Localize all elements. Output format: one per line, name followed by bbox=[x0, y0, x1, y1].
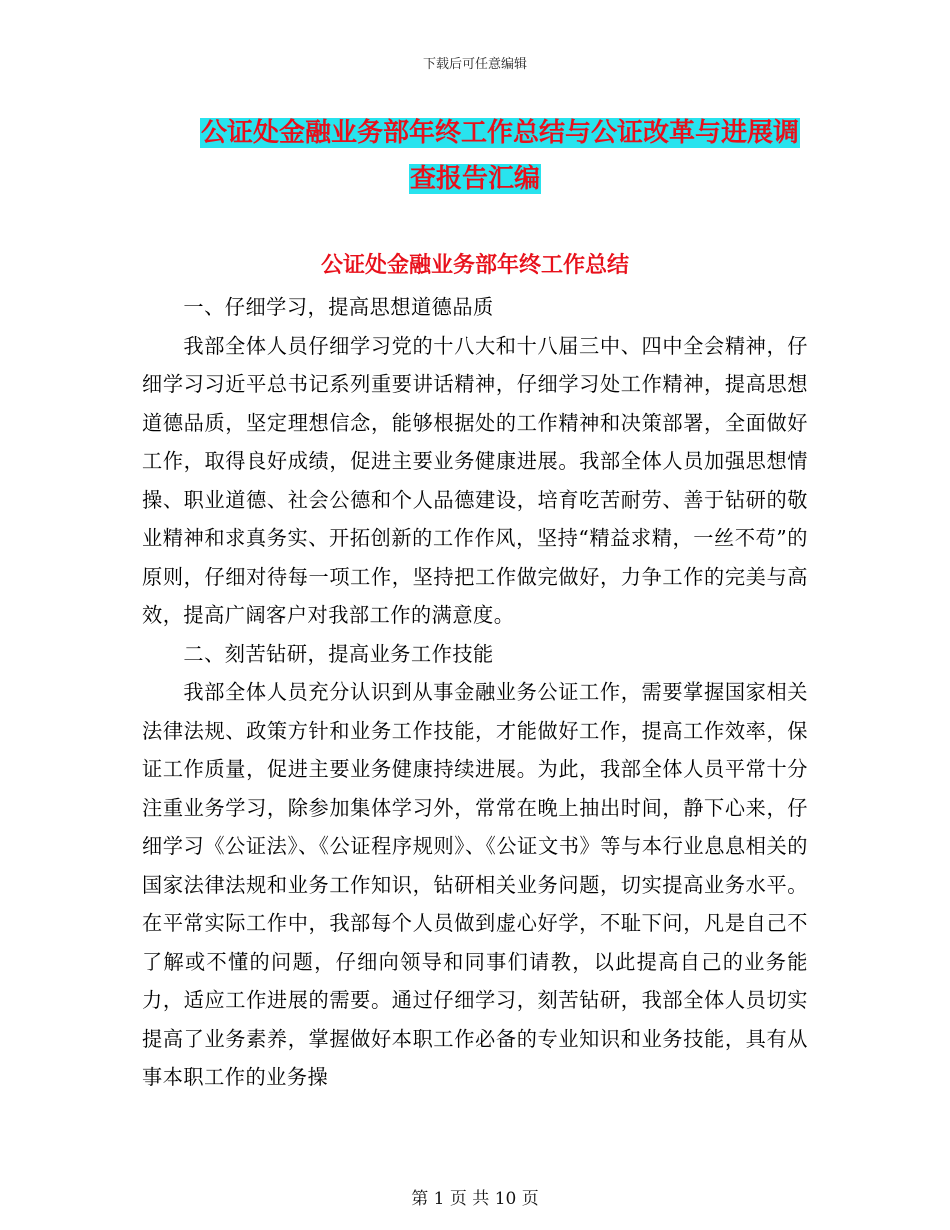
paragraph-1: 我部全体人员仔细学习党的十八大和十八届三中、四中全会精神，仔细学习习近平总书记系列重要讲话精神，仔细学习处工作精神，提高思想道德品质，坚定理想信念，能够根据处的工作精神和决策部署，全面做好工作，取得良好成绩，促进主要业务健康进展。我部全体人员加强思想情操、职业道德、社会公德和个人品德建设，培育吃苦耐劳、善于钻研的敬业精神和求真务实、开拓创新的工作作风，坚持“精益求精，一丝不苟”的原则，仔细对待每一项工作，坚持把工作做完做好，力争工作的完美与高效，提高广阔客户对我部工作的满意度。 bbox=[142, 333, 808, 627]
section-title: 公证处金融业务部年终工作总结 bbox=[320, 253, 629, 278]
document-title-line-1: 公证处金融业务部年终工作总结与公证改革与进展调 bbox=[200, 118, 799, 148]
page-number: 第 1 页 共 10 页 bbox=[411, 1189, 539, 1209]
document-body bbox=[142, 288, 808, 1097]
document-title bbox=[0, 110, 950, 202]
header-note: 下载后可任意编辑 bbox=[422, 57, 527, 72]
heading-1: 一、仔细学习，提高思想道德品质 bbox=[183, 295, 494, 319]
document-title-line-2: 查报告汇编 bbox=[409, 164, 540, 194]
paragraph-2: 我部全体人员充分认识到从事金融业务公证工作，需要掌握国家相关法律法规、政策方针和业务工作技能，才能做好工作，提高工作效率，保证工作质量，促进主要业务健康持续进展。为此，我部全体人员平常十分注重业务学习，除参加集体学习外，常常在晚上抽出时间，静下心来，仔细学习《公证法》、《公证程序规则》、《公证文书》等与本行业息息相关的国家法律法规和业务工作知识，钻研相关业务问题，切实提高业务水平。在平常实际工作中，我部每个人员做到虚心好学，不耻下问，凡是自己不了解或不懂的问题，仔细向领导和同事们请教，以此提高自己的业务能力，适应工作进展的需要。通过仔细学习，刻苦钻研，我部全体人员切实提高了业务素养，掌握做好本职工作必备的专业知识和业务技能，具有从事本职工作的业务操 bbox=[142, 680, 808, 1089]
heading-2: 二、刻苦钻研，提高业务工作技能 bbox=[183, 641, 494, 666]
